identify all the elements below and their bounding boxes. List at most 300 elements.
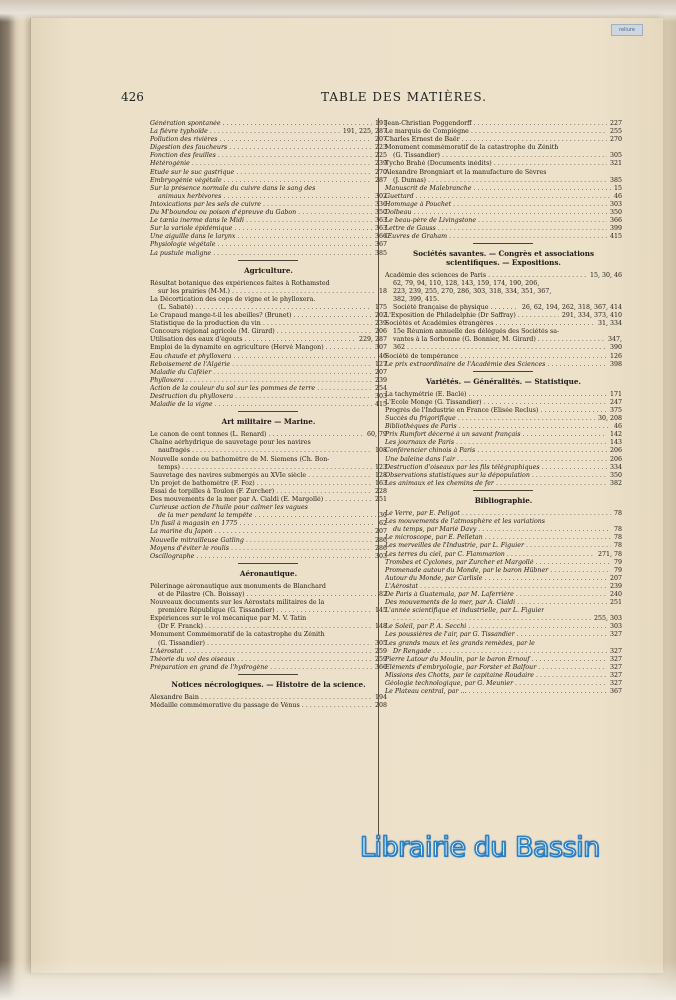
toc-entry: [385, 288, 622, 296]
entry-title: (Dr F. Franck) . . .: [158, 623, 372, 631]
entry-page: 223: [374, 144, 387, 152]
toc-entry: [385, 120, 622, 128]
entry-page: 30: [378, 512, 387, 520]
entry-title: L'Aérostat . . .: [385, 583, 607, 591]
entry-title: Le Verre, par E. Peligot . . .: [385, 510, 611, 518]
entry-title: Destruction d'oiseaux par les fils télégraphiques . . .: [385, 464, 607, 472]
entry-page: 367: [374, 241, 387, 249]
entry-page: 15, 30, 46: [589, 271, 622, 279]
toc-entry: [150, 401, 387, 409]
toc-entry: [385, 160, 622, 168]
entry-page: 286: [374, 544, 387, 552]
toc-entry: [385, 510, 622, 518]
entry-title: Dr Rengade . . .: [393, 648, 607, 656]
entry-page: 287: [374, 176, 387, 184]
toc-entry: [385, 423, 622, 431]
toc-entry: [385, 233, 622, 241]
section-title: Aéronautique.: [239, 568, 298, 578]
entry-title: La pustule maligne . . .: [150, 250, 372, 258]
toc-entry: [150, 615, 387, 623]
entry-title: 62, 79, 94, 110, 128, 143, 159, 174, 190, 206,: [393, 279, 540, 287]
entry-page: 163: [374, 479, 387, 487]
entry-title: Promenade autour du Monde, par le baron Hübner . . .: [385, 567, 611, 575]
entry-title: Génération spontanée . . .: [150, 120, 372, 128]
entry-page: 78: [613, 542, 622, 550]
entry-title: (G. Tissandier) . . .: [393, 152, 607, 160]
toc-entry: [150, 583, 387, 591]
entry-page: 207: [374, 368, 387, 376]
entry-page: 399: [609, 225, 622, 233]
toc-entry: [150, 464, 387, 472]
entry-title: Société de tempérance . . .: [385, 353, 607, 361]
entry-page: 79: [613, 558, 622, 566]
section-rule: [238, 563, 298, 564]
entry-title: sur les prairies (M-M.) . . .: [158, 288, 376, 296]
section-title: Bibliographie.: [474, 495, 533, 505]
entry-page: 79: [613, 566, 622, 574]
entry-page: 382: [609, 479, 622, 487]
entry-title: Les merveilles de l'Industrie, par L. Figuier . . .: [385, 542, 611, 550]
entry-page: 62: [378, 520, 387, 528]
entry-title: Moyens d'éviter le roulis . . .: [150, 545, 372, 553]
toc-entry: [385, 209, 622, 217]
entry-title: animaux herbivores . . .: [158, 193, 372, 201]
entry-title: et de Pilastre (Ch. Boissay) . . .: [158, 591, 376, 599]
entry-title: Concours régional agricole (M. Girard) . . .: [150, 328, 372, 336]
entry-page: 334: [609, 463, 622, 471]
entry-title: Éléments d'embryologie, par Forster et Balfour . . .: [385, 664, 607, 672]
entry-page: 208: [374, 702, 387, 710]
entry-title: (L. Sabaté) . . .: [158, 304, 372, 312]
entry-page: 327: [609, 680, 622, 687]
entry-title: L'Exposition de Philadelphie (Dr Saffray) . . .: [385, 312, 559, 320]
entry-title: Emploi de la dynamite en agriculture (Hervé Mangon) . . .: [150, 344, 372, 352]
entry-page: 302: [374, 192, 387, 200]
entry-page: 240: [609, 590, 622, 598]
entry-page: 336: [374, 200, 387, 208]
entry-page: 207: [374, 136, 387, 144]
entry-page: 175: [374, 303, 387, 311]
toc-entry: [150, 694, 387, 702]
entry-title: [393, 615, 591, 623]
toc-entry: [150, 591, 387, 599]
toc-entry: [150, 193, 387, 201]
toc-entry: [385, 296, 622, 304]
toc-entry: [385, 439, 622, 447]
toc-entry: [385, 415, 622, 423]
toc-entry: [150, 369, 387, 377]
toc-entry: [150, 233, 387, 241]
toc-entry: [385, 664, 622, 672]
entry-page: 366: [374, 233, 387, 241]
entry-page: 303: [609, 200, 622, 208]
entry-title: Bibliothèques de Paris . . .: [385, 423, 611, 431]
entry-page: 398: [609, 360, 622, 368]
entry-page: 255, 303: [593, 615, 622, 623]
entry-page: 225: [374, 152, 387, 160]
entry-page: 126: [609, 352, 622, 360]
entry-title: première République (G. Tissandier) . . .: [158, 607, 372, 615]
entry-title: Le beau-père de Livingstone . . .: [385, 217, 607, 225]
entry-title: Sociétés et Académies étrangères . . .: [385, 320, 595, 328]
entry-page: 60, 79: [366, 431, 387, 439]
entry-title: Les animaux et les chemins de fer . . .: [385, 480, 607, 488]
toc-entry: [150, 431, 387, 439]
entry-title: Maladie du Caféier . . .: [150, 369, 372, 377]
toc-entry: [150, 631, 387, 639]
toc-entry: [385, 672, 622, 680]
entry-title: Chaîne aérhydrique de sauvetage pour les navires: [150, 439, 311, 447]
section-title: Art militaire — Marine.: [221, 417, 316, 427]
entry-page: 31, 334: [597, 320, 622, 328]
entry-page: 108: [374, 447, 387, 455]
toc-entry: [150, 185, 387, 193]
entry-page: 46: [378, 352, 387, 360]
entry-title: Un projet de bathomètre (F. Foz) . . .: [150, 480, 372, 488]
entry-title: Lettre de Gauss . . .: [385, 225, 607, 233]
entry-page: 366: [374, 663, 387, 671]
toc-entry: [385, 640, 622, 648]
entry-title: Des mouvements de la mer par A. Cialdi (E. Margollé) . . .: [150, 496, 372, 504]
entry-title: Des mouvements de la mer, par A. Cialdi . . .: [385, 599, 607, 607]
toc-entry: [150, 447, 387, 455]
entry-page: 363: [374, 225, 387, 233]
toc-entry: [150, 304, 387, 312]
toc-entry: [150, 160, 387, 168]
toc-entry: [150, 537, 387, 545]
entry-title: Du M'boundou ou poison d'épreuve du Gabon . . .: [150, 209, 372, 217]
entry-title: (G. Tissandier) . . .: [158, 640, 372, 648]
entry-title: Préparation en grand de l'hydrogène . . .: [150, 664, 372, 672]
toc-entry: [150, 296, 387, 304]
toc-entry: [385, 353, 622, 361]
entry-page: 321: [609, 160, 622, 168]
toc-entry: [385, 336, 622, 344]
entry-title: Fonction des feuilles . . .: [150, 152, 372, 160]
entry-title: Utilisation des eaux d'égouts . . .: [150, 336, 356, 344]
entry-title: L'année scientifique et industrielle, par L. Figuier: [385, 607, 545, 615]
entry-title: Charles Ernest de Baër . . .: [385, 136, 607, 144]
entry-title: Les poussières de l'air, par G. Tissandier . . .: [385, 631, 607, 639]
entry-title: Hommage à Pouchet . . .: [385, 201, 607, 209]
entry-title: (J. Dumas) . . .: [393, 177, 607, 185]
toc-entry: [385, 631, 622, 639]
entry-title: La marine du Japon . . .: [150, 528, 372, 536]
entry-title: Le prix extraordinaire de l'Académie des Sciences . . .: [385, 361, 607, 369]
toc-entry: [150, 120, 387, 128]
entry-page: 46: [613, 423, 622, 431]
entry-title: Physiologie végétale . . .: [150, 241, 372, 249]
toc-entry: [385, 391, 622, 399]
entry-title: Le Crapaud mange-t-il les abeilles? (Brunet) . . .: [150, 312, 372, 320]
entry-title: Tycho Brahé (Documents inédits) . . .: [385, 160, 607, 168]
entry-title: Alexandre Bain . . .: [150, 694, 372, 702]
section-rule: [473, 371, 533, 372]
entry-title: Digestion des faucheurs . . .: [150, 144, 372, 152]
toc-entry: [385, 456, 622, 464]
toc-entry: [385, 623, 622, 631]
entry-title: Essai de torpilles à Toulon (F. Zurcher) . . .: [150, 488, 372, 496]
entry-page: 30, 208: [597, 415, 622, 423]
entry-page: 375: [609, 407, 622, 414]
entry-title: L'Aérostat . . .: [150, 648, 372, 656]
entry-page: 194: [374, 694, 387, 701]
entry-title: Observations statistiques sur la dépopulation . . .: [385, 472, 607, 480]
toc-entry: [385, 431, 622, 439]
entry-page: 291, 334, 373, 410: [561, 312, 622, 320]
entry-page: 78: [613, 510, 622, 518]
entry-page: 367: [609, 688, 622, 696]
entry-title: Pollution des rivières . . .: [150, 136, 372, 144]
running-title: TABLE DES MATIÈRES.: [321, 90, 487, 104]
toc-entry: [385, 551, 622, 559]
entry-page: 350: [374, 209, 387, 217]
entry-page: 247: [609, 398, 622, 406]
toc-entry: [150, 496, 387, 504]
section-title: Variétés. — Généralités. — Statistique.: [426, 376, 581, 386]
entry-title: Eau chaude et phylloxera . . .: [150, 353, 376, 361]
entry-title: Prix Rumfort décerné à un savant français . . .: [385, 431, 607, 439]
entry-page: 228: [374, 487, 387, 495]
toc-entry: [150, 528, 387, 536]
entry-title: Statistique de la production du vin . . .: [150, 320, 372, 328]
entry-page: 18: [378, 287, 387, 295]
entry-title: Oscillographe . . .: [150, 553, 372, 561]
entry-title: Médaille commémorative du passage de Vénus . . .: [150, 702, 372, 710]
toc-entry: [385, 648, 622, 656]
entry-title: La Décortication des ceps de vigne et le phylloxera.: [150, 295, 316, 303]
entry-page: 143: [609, 439, 622, 447]
entry-page: 206: [609, 455, 622, 463]
entry-title: De Paris à Guatemala, par M. Laferrière . . .: [385, 591, 607, 599]
entry-title: Pierre Latour du Moulin, par le baron Ernouf . . .: [385, 656, 607, 664]
toc-entry: [150, 439, 387, 447]
entry-title: Jean-Christian Poggendorff . . .: [385, 120, 607, 128]
toc-entry: [385, 280, 622, 288]
left-column: [150, 120, 387, 710]
entry-title: Alexandre Brongniart et la manufacture de Sèvres: [385, 168, 547, 176]
entry-title: Expériences sur le vol mécanique par M. V. Tatin: [150, 615, 307, 623]
entry-page: 251: [374, 496, 387, 504]
toc-entry: [385, 320, 622, 328]
entry-title: Le canon de cent tonnes (L. Renard) . . .: [150, 431, 364, 439]
toc-entry: [385, 472, 622, 480]
toc-entry: [385, 656, 622, 664]
toc-entry: [150, 623, 387, 631]
toc-entry: [385, 688, 622, 696]
toc-entry: [385, 193, 622, 201]
entry-title: Œuvres de Graham . . .: [385, 233, 607, 241]
entry-title: Progrès de l'Industrie en France (Elisée Reclus) . . .: [385, 407, 607, 415]
toc-entry: [150, 472, 387, 480]
entry-page: 415: [609, 233, 622, 241]
entry-page: 415: [374, 401, 387, 409]
entry-page: 270: [374, 168, 387, 176]
entry-title: Nouvelle sonde ou bathomètre de M. Siemens (Ch. Bon-: [150, 455, 330, 463]
entry-page: 239: [374, 160, 387, 168]
toc-entry: [150, 250, 387, 258]
toc-entry: [385, 607, 622, 615]
entry-page: 239: [374, 376, 387, 384]
toc-entry: [150, 344, 387, 352]
toc-entry: [385, 136, 622, 144]
entry-title: Phylloxera . . .: [150, 377, 372, 385]
entry-page: 327: [609, 631, 622, 639]
toc-entry: [150, 553, 387, 561]
entry-page: 207: [609, 574, 622, 582]
entry-title: Action de la couleur du sol sur les pommes de terre . . .: [150, 385, 372, 393]
entry-title: temps) . . .: [158, 464, 372, 472]
entry-title: La tachymétrie (E. Baclé) . . .: [385, 391, 607, 399]
toc-entry: [385, 177, 622, 185]
section-rule: [473, 243, 533, 244]
page-header: [121, 90, 616, 106]
entry-title: Embryogénie végétale . . .: [150, 177, 372, 185]
entry-page: 305: [609, 152, 622, 160]
entry-title: Le Plateau central, par ... . . .: [385, 688, 607, 696]
toc-entry: [385, 518, 622, 526]
entry-page: 15: [613, 184, 622, 192]
section-rule: [473, 490, 533, 491]
entry-title: Société française de physique . . .: [393, 304, 519, 312]
toc-entry: [150, 152, 387, 160]
entry-title: Géologie technologique, par G. Meunier . . .: [385, 680, 607, 688]
section-title: Notices nécrologiques. — Histoire de la science.: [171, 679, 366, 689]
entry-page: 271, 78: [597, 550, 622, 558]
section-rule: [238, 260, 298, 261]
toc-entry: [150, 488, 387, 496]
toc-entry: [385, 680, 622, 688]
entry-title: Pèlerinage aéronautique aux monuments de Blanchard: [150, 582, 326, 590]
toc-entry: [150, 225, 387, 233]
entry-page: 259: [374, 647, 387, 655]
entry-title: vantes à la Sorbonne (G. Bonnier, M. Girard) . . .: [393, 336, 605, 344]
toc-entry: [385, 480, 622, 488]
entry-page: 254: [374, 384, 387, 392]
entry-page: 227: [609, 120, 622, 127]
entry-page: 366: [609, 217, 622, 225]
toc-entry: [385, 464, 622, 472]
toc-entry: [385, 328, 622, 336]
entry-title: Maladie de la vigne . . .: [150, 401, 372, 409]
toc-entry: [385, 304, 622, 312]
toc-entry: [150, 136, 387, 144]
toc-entry: [385, 225, 622, 233]
toc-entry: [150, 702, 387, 710]
toc-entry: [385, 526, 622, 534]
entry-title: 15e Réunion annuelle des délégués des Sociétés sa-: [393, 328, 560, 336]
toc-entry: [385, 152, 622, 160]
toc-entry: [150, 648, 387, 656]
toc-entry: [385, 144, 622, 152]
toc-entry: [150, 288, 387, 296]
entry-page: 127: [374, 360, 387, 368]
entry-page: 191, 225, 287: [342, 128, 387, 136]
entry-title: Nouveaux documents sur les Aérostats militaires de la: [150, 599, 325, 607]
entry-page: 347,: [607, 336, 622, 344]
toc-entry: [150, 480, 387, 488]
page-number: 426: [121, 90, 144, 104]
entry-page: 327: [609, 671, 622, 679]
toc-entry: [150, 504, 387, 512]
entry-title: Étude sur le suc gastrique . . .: [150, 169, 372, 177]
entry-title: Reboisement de l'Algérie . . .: [150, 361, 372, 369]
entry-title: Une aiguille dans le larynx . . .: [150, 233, 372, 241]
toc-entry: [150, 209, 387, 217]
entry-page: 128: [374, 471, 387, 479]
bottom-shadow: [0, 960, 676, 1000]
toc-entry: [150, 336, 387, 344]
entry-page: 350: [609, 471, 622, 479]
entry-page: 171: [609, 390, 622, 398]
entry-page: 239: [609, 582, 622, 590]
entry-page: 202: [374, 312, 387, 320]
entry-title: Les mouvements de l'atmosphère et les variations: [385, 518, 546, 526]
entry-title: La fièvre typhoïde . . .: [150, 128, 340, 136]
entry-page: 327: [609, 663, 622, 671]
watermark-logo: Librairie du Bassin: [360, 832, 600, 863]
toc-entry: [150, 640, 387, 648]
toc-entry: [150, 377, 387, 385]
entry-title: Les grands maux et les grands remèdes, par le: [385, 639, 535, 647]
right-column: [385, 120, 622, 696]
toc-entry: [385, 542, 622, 550]
entry-title: Monument Commémoratif de la catastrophe du Zénith: [150, 631, 325, 639]
entry-page: 26, 62, 194, 262, 318, 367, 414: [521, 303, 622, 311]
toc-entry: [385, 312, 622, 320]
toc-entry: [150, 656, 387, 664]
entry-title: Curieuse action de l'huile pour calmer les vagues: [150, 504, 308, 512]
toc-entry: [150, 512, 387, 520]
entry-page: 123: [374, 463, 387, 471]
entry-title: Le Soleil, par P. A. Secchi . . .: [385, 623, 607, 631]
entry-title: 362 . . .: [393, 344, 607, 352]
entry-page: 307: [374, 344, 387, 352]
entry-title: Sur la présence normale du cuivre dans le sang des: [150, 184, 316, 192]
toc-entry: [385, 361, 622, 369]
toc-entry: [385, 185, 622, 193]
entry-title: Sauvetage des navires submergés au XVIe siècle . . .: [150, 472, 372, 480]
entry-page: 385: [374, 249, 387, 257]
entry-title: Théorie du vol des oiseaux . . .: [150, 656, 372, 664]
section-title: Sociétés savantes. — Congrès et associations scientifiques. — Expositions.: [413, 249, 594, 267]
entry-title: Hétérogénie . . .: [150, 160, 372, 168]
entry-page: 327: [609, 647, 622, 655]
toc-entry: [385, 201, 622, 209]
entry-title: L'École Monge (G. Tissandier) . . .: [385, 399, 607, 407]
toc-entry: [385, 447, 622, 455]
toc-entry: [385, 534, 622, 542]
toc-entry: [385, 567, 622, 575]
stamp-label: reliure: [611, 24, 643, 36]
toc-entry: [385, 217, 622, 225]
toc-entry: [150, 169, 387, 177]
entry-page: 385: [609, 176, 622, 184]
toc-entry: [385, 591, 622, 599]
toc-entry: [150, 520, 387, 528]
toc-entry: [150, 353, 387, 361]
entry-title: Trombes et Cyclones, par Zurcher et Margollé . . .: [385, 559, 611, 567]
toc-entry: [150, 545, 387, 553]
entry-title: Académie des sciences de Paris . . .: [385, 272, 587, 280]
toc-entry: [150, 128, 387, 136]
entry-title: Monument commémoratif de la catastrophe du Zénith: [385, 144, 559, 152]
toc-entry: [150, 385, 387, 393]
entry-page: 350: [609, 209, 622, 217]
toc-entry: [150, 456, 387, 464]
entry-title: Le tænia inerme dans le Midi . . .: [150, 217, 372, 225]
toc-entry: [150, 320, 387, 328]
